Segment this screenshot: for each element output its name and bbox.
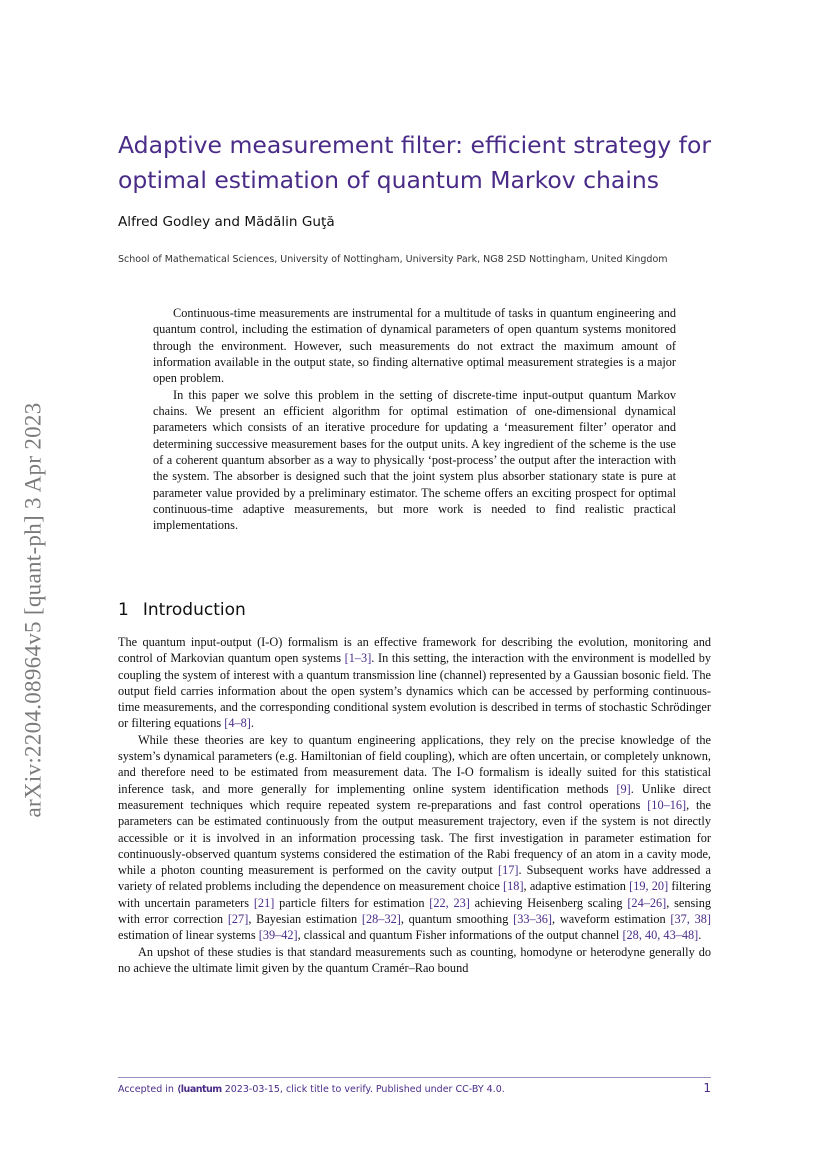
citation-link[interactable]: [28, 40, 43–48] [622, 928, 699, 943]
paper-title[interactable]: Adaptive measurement filter: efficient strategy for optimal estimation of quantum Markov chains [118, 131, 711, 194]
page-number: 1 [703, 1081, 711, 1095]
section-heading [118, 600, 246, 620]
text-run: achieving Heisenberg scaling [469, 895, 628, 910]
citation-link[interactable]: [21] [253, 895, 275, 910]
arxiv-sidebar-id [14, 355, 54, 865]
text-run: , classical and quantum Fisher informations of the output channel [297, 928, 623, 943]
body-text [118, 634, 711, 976]
arxiv-identifier: arXiv:2204.08964v5 [quant-ph] 3 Apr 2023 [21, 402, 46, 818]
text-run: , waveform estimation [552, 912, 671, 927]
text-run: . [698, 928, 702, 943]
paragraph [118, 634, 711, 732]
text-run: , quantum smoothing [400, 912, 514, 927]
citation-link[interactable]: [22, 23] [429, 895, 470, 910]
quantum-journal-logo: ⟨luantum [176, 1084, 222, 1095]
citation-link[interactable]: [17] [497, 863, 519, 878]
text-run: particle filters for estimation [274, 895, 430, 910]
paragraph [118, 732, 711, 944]
text-run: . Subsequent works have addressed a variety of related problems including the dependence on measurement choice [118, 863, 712, 894]
text-run: . In this setting, the interaction with the environment is modelled by coupling the system of interest with a quantum transmission line (channel) represented by a Gaussian bosonic field. The output field carries information about the open system’s dynamics which can be accessed by performing continuous-time measurements, and the corresponding conditional system evolution is described in terms of stochastic Schrödinger or filtering equations [118, 651, 711, 731]
citation-link[interactable]: [27] [227, 912, 249, 927]
authors: Alfred Godley and Mădălin Guţă [118, 214, 335, 230]
footer-verify-link[interactable]: 2023-03-15, click title to verify. Published under CC-BY 4.0. [221, 1084, 505, 1095]
text-run: , Bayesian estimation [248, 912, 362, 927]
citation-link[interactable]: [18] [503, 879, 524, 894]
citation-link[interactable]: [33–36] [513, 912, 553, 927]
citation-link[interactable]: [19, 20] [629, 879, 669, 894]
citation-link[interactable]: [10–16] [647, 797, 687, 812]
citation-link[interactable]: [24–26] [627, 895, 667, 910]
text-run: estimation of linear systems [118, 928, 259, 943]
abstract [153, 305, 676, 534]
text-run: , sensing with error correction [118, 895, 711, 927]
affiliation: School of Mathematical Sciences, University of Nottingham, University Park, NG8 2SD Nottingham, United Kingdom [118, 254, 668, 265]
citation-link[interactable]: [28–32] [361, 912, 401, 927]
citation-link[interactable]: [4–8] [224, 716, 251, 731]
citation-link[interactable]: [37, 38] [670, 912, 712, 927]
footer-divider [118, 1077, 711, 1078]
section-number: 1 [118, 600, 129, 620]
citation-link[interactable]: [39–42] [258, 928, 298, 943]
text-run: . [250, 716, 254, 731]
text-run: , the parameters can be estimated continuously from the output measurement trajectory, even if the system is not directly accessible or it is involved in an information processing task. The first investigation in parameter estimation for continuously-observed quantum systems considered the estimation of the Rabi frequency of an atom in a cavity mode, while a photon counting measurement is performed on the cavity output [118, 797, 712, 878]
text-run: . Unlike direct measurement techniques which require repeated system re-preparations and fast control operations [118, 781, 711, 812]
abstract-paragraph: In this paper we solve this problem in the setting of discrete-time input-output quantum Markov chains. We present an efficient algorithm for optimal estimation of one-dimensional dynamical parameters which consists of an iterative procedure for updating a ‘measurement filter’ operator and determining successive measurement bases for the output units. A key ingredient of the scheme is the use of a coherent quantum absorber as a way to physically ‘post-process’ the output after the interaction with the system. The absorber is designed such that the joint system plus absorber stationary state is pure at parameter value provided by a preliminary estimator. The scheme offers an exciting prospect for optimal continuous-time adaptive measurements, but more work is needed to find realistic practical implementations. [153, 387, 676, 533]
text-run: The quantum input-output (I-O) formalism is an effective framework for describing the evolution, monitoring and control of Markovian quantum open systems [118, 635, 711, 666]
citation-link[interactable]: [1–3] [344, 651, 372, 666]
footer[interactable] [118, 1084, 505, 1095]
text-run: filtering with uncertain parameters [118, 879, 711, 910]
section-title: Introduction [142, 600, 246, 620]
paragraph: An upshot of these studies is that standard measurements such as counting, homodyne or heterodyne generally do no achieve the ultimate limit given by the quantum Cramér–Rao bound [118, 944, 711, 975]
text-run: While these theories are key to quantum engineering applications, they rely on the precise knowledge of the system’s dynamical parameters (e.g. Hamiltonian of field coupling), which are often uncertain, or completely unknown, and therefore need to be estimated from measurement data. The I-O formalism is ideally suited for this statistical inference task, and more generally for implementing online system identification methods [118, 732, 711, 796]
citation-link[interactable]: [9] [616, 781, 631, 796]
footer-accepted: Accepted in [118, 1084, 177, 1095]
text-run: , adaptive estimation [523, 879, 630, 894]
abstract-paragraph: Continuous-time measurements are instrumental for a multitude of tasks in quantum engineering and quantum control, including the estimation of dynamical parameters of open quantum systems monitored through the environment. However, such measurements do not extract the maximum amount of information available in the output state, so finding alternative optimal measurement strategies is a major open problem. [153, 306, 676, 386]
